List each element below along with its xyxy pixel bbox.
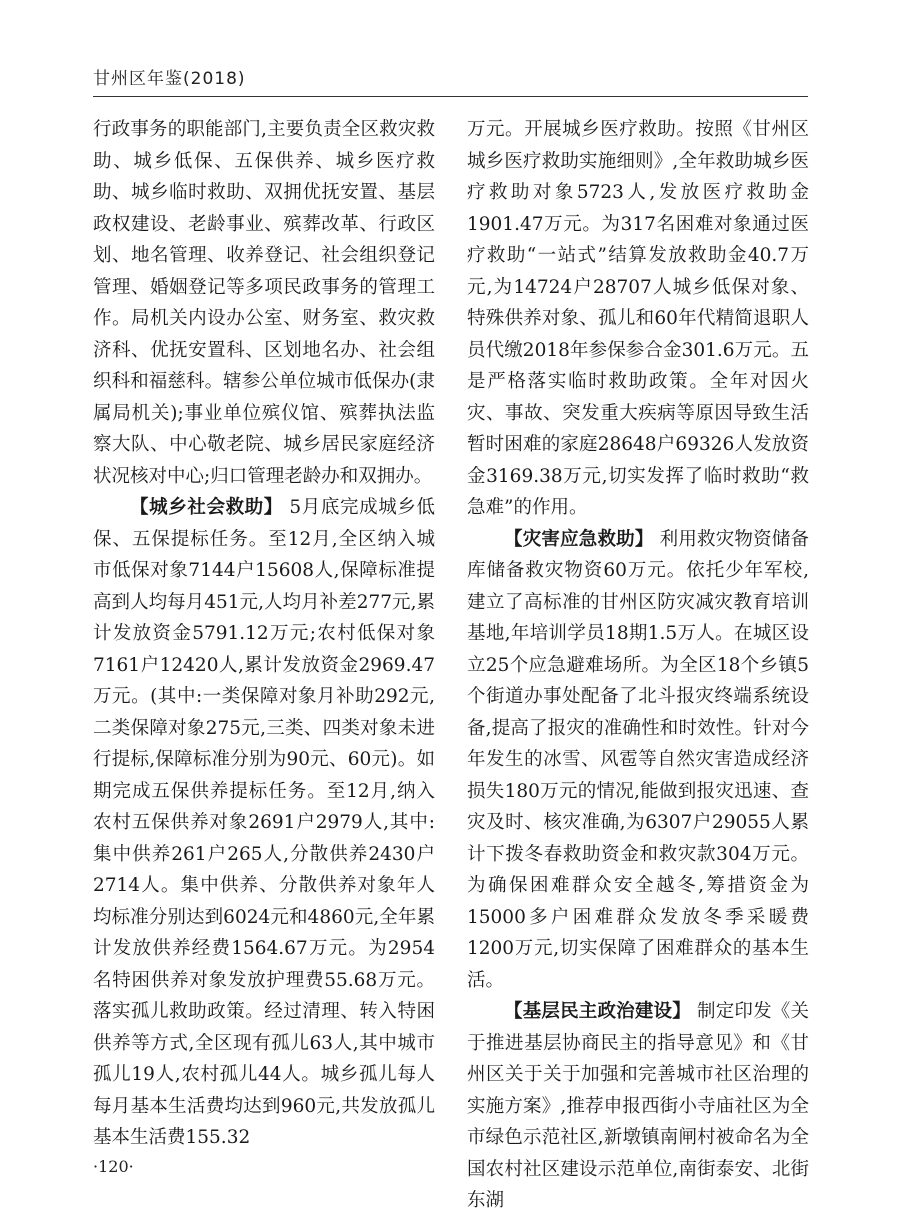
paragraph-social-assistance — [93, 492, 435, 1154]
section-body-grassroots-democracy: 制定印发《关于推进基层协商民主的指导意见》和《甘州区关于关于加强和完善城市社区治理的实施方案》,推荐申报西街小寺庙社区为全市绿色示范社区,新墩镇南闸村被命名为全国农村社区建设示范单位,南街泰安、北街东湖 — [467, 1001, 809, 1211]
running-header-title: 甘州区年鉴(2018) — [93, 69, 246, 89]
paragraph-medical-assistance: 万元。开展城乡医疗救助。按照《甘州区城乡医疗救助实施细则》,全年救助城乡医疗救助对象5723人,发放医疗救助金1901.47万元。为317名困难对象通过医疗救助“一站式”结算发放救助金40.7万元,为14724户28707人城乡低保对象、特殊供养对象、孤儿和60年代精简退职人员代缴2018年参保参合金301.6万元。五是严格落实临时救助政策。全年对因火灾、事故、突发重大疾病等原因导致生活暂时困难的家庭28648户69326人发放资金3169.38万元,切实发挥了临时救助“救急难”的作用。 — [467, 119, 809, 518]
right-column — [467, 114, 809, 1217]
section-body-disaster-relief: 利用救灾物资储备库储备救灾物资60万元。依托少年军校,建立了高标准的甘州区防灾减灾教育培训基地,年培训学员18期1.5万人。在城区设立25个应急避难场所。为全区18个乡镇5个街道办事处配备了北斗报灾终端系统设备,提高了报灾的准确性和时效性。针对今年发生的冰雪、风雹等自然灾害造成经济损失180万元的情况,能做到报灾迅速、查灾及时、核灾准确,为6307户29055人累计下拨冬春救助资金和救灾款304万元。为确保困难群众安全越冬,筹措资金为15000多户困难群众发放冬季采暖费1200万元,切实保障了困难群众的基本生活。 — [467, 528, 809, 991]
section-body-social-assistance: 5月底完成城乡低保、五保提标任务。至12月,全区纳入城市低保对象7144户15608人,保障标准提高到人均每月451元,人均月补差277元,累计发放资金5791.12万元;农村低保对象7161户12420人,累计发放资金2969.47万元。(其中:一类保障对象月补助292元,二类保障对象275元,三类、四类对象未进行提标,保障标准分别为90元、60元)。如期完成五保供养提标任务。至12月,纳入农村五保供养对象2691户2979人,其中:集中供养261户265人,分散供养2430户2714人。集中供养、分散供养对象年人均标准分别达到6024元和4860元,全年累计发放供养经费1564.67万元。为2954名特困供养对象发放护理费55.68万元。落实孤儿救助政策。经过清理、转入特困供养等方式,全区现有孤儿63人,其中城市孤儿19人,农村孤儿44人。城乡孤儿每人每月基本生活费均达到960元,共发放孤儿基本生活费155.32 — [93, 497, 435, 1148]
section-heading-disaster-relief: 【灾害应急救助】 — [504, 528, 654, 550]
page-number: ·120· — [93, 1157, 134, 1176]
left-column — [93, 114, 435, 1154]
paragraph-disaster-relief — [467, 524, 809, 997]
section-heading-social-assistance: 【城乡社会救助】 — [130, 497, 283, 518]
paragraph-grassroots-democracy — [467, 996, 809, 1217]
paragraph-bureau-duties: 行政事务的职能部门,主要负责全区救灾救助、城乡低保、五保供养、城乡医疗救助、城乡临时救助、双拥优抚安置、基层政权建设、老龄事业、殡葬改革、行政区划、地名管理、收养登记、社会组织登记管理、婚姻登记等多项民政事务的管理工作。局机关内设办公室、财务室、救灾救济科、优抚安置科、区划地名办、社会组织科和福慈科。辖参公单位城市低保办(隶属局机关);事业单位殡仪馆、殡葬执法监察大队、中心敬老院、城乡居民家庭经济状况核对中心;归口管理老龄办和双拥办。 — [93, 119, 435, 487]
header-rule — [93, 96, 808, 97]
section-heading-grassroots-democracy: 【基层民主政治建设】 — [504, 1001, 691, 1022]
